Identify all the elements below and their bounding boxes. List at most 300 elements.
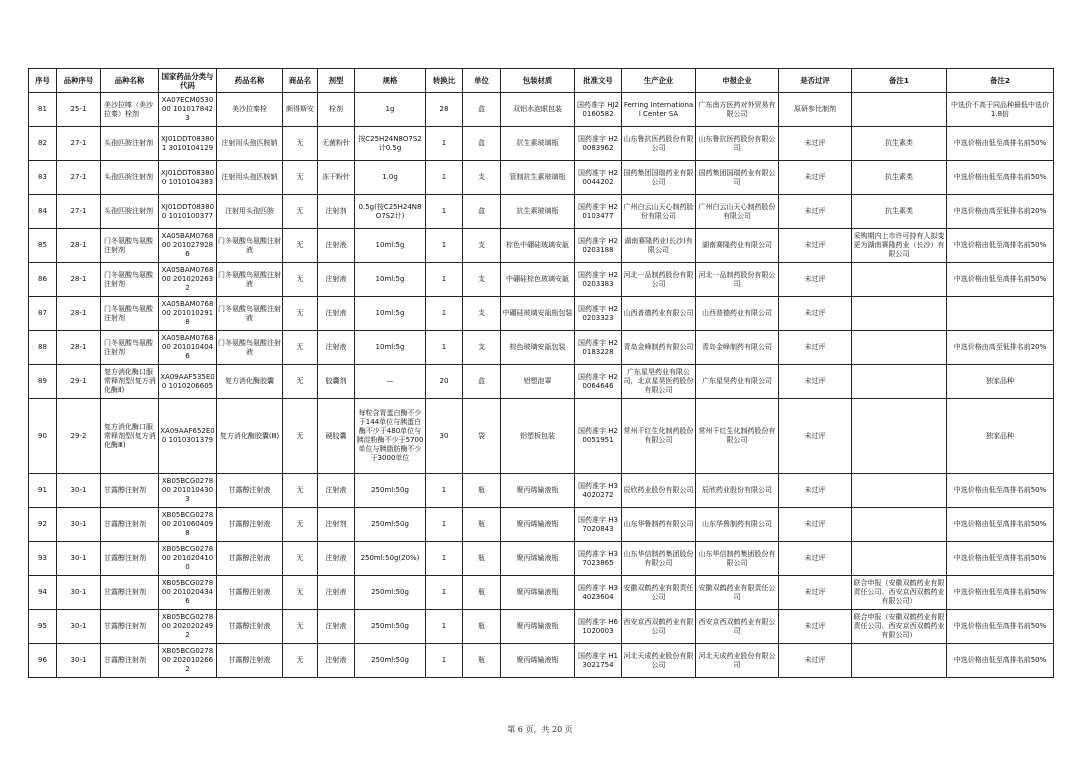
drug-list-table bbox=[28, 68, 1054, 678]
table-cell: 西安京西双鹤药业有限公司 bbox=[696, 610, 779, 644]
column-header: 包装材质 bbox=[501, 69, 575, 93]
table-cell: 头孢匹胺注射剂 bbox=[101, 195, 159, 229]
table-cell: 门冬氨酸鸟氨酸注射剂 bbox=[101, 229, 159, 263]
table-cell: XJ01DDT083801 3010104129 bbox=[159, 127, 217, 161]
table-row bbox=[29, 508, 1054, 542]
table-cell: 250ml:50g bbox=[355, 644, 426, 678]
table-cell: 28-1 bbox=[57, 229, 101, 263]
table-cell bbox=[852, 508, 947, 542]
table-cell: 甘露醇注射液 bbox=[217, 644, 283, 678]
table-cell: 中选价格由低至高排名前50% bbox=[947, 474, 1054, 508]
table-cell: 29-1 bbox=[57, 365, 101, 399]
table-cell: 无 bbox=[283, 297, 318, 331]
table-cell: 门冬氨酸鸟氨酸注射液 bbox=[217, 229, 283, 263]
column-header: 商品名 bbox=[283, 69, 318, 93]
table-cell: 无 bbox=[283, 508, 318, 542]
table-cell: 30-1 bbox=[57, 474, 101, 508]
table-cell: 瓶 bbox=[463, 474, 501, 508]
table-cell: 甘露醇注射液 bbox=[217, 474, 283, 508]
table-cell: — bbox=[355, 365, 426, 399]
table-cell: 铝塑板包装 bbox=[501, 399, 575, 474]
table-cell: 注射液 bbox=[318, 542, 355, 576]
table-cell: 山东华信制药集团股份有限公司 bbox=[696, 542, 779, 576]
table-cell: 国药准字 H20064646 bbox=[575, 365, 622, 399]
table-cell: 无 bbox=[283, 195, 318, 229]
table-cell: 29-2 bbox=[57, 399, 101, 474]
table-cell: 无 bbox=[283, 331, 318, 365]
table-row bbox=[29, 161, 1054, 195]
table-cell: 1 bbox=[426, 297, 463, 331]
table-cell: 注射液 bbox=[318, 474, 355, 508]
table-cell: 0.5g(按C25H24N8O7S2计) bbox=[355, 195, 426, 229]
column-header: 序号 bbox=[29, 69, 57, 93]
table-cell: 国药准字 H61020003 bbox=[575, 610, 622, 644]
table-row bbox=[29, 93, 1054, 127]
table-cell: 聚丙烯输液瓶 bbox=[501, 576, 575, 610]
table-row bbox=[29, 229, 1054, 263]
table-cell: 颇得斯安 bbox=[283, 93, 318, 127]
table-cell: 未过评 bbox=[779, 161, 852, 195]
table-cell: 28-1 bbox=[57, 263, 101, 297]
table-cell: 复方消化酶胶囊 bbox=[217, 365, 283, 399]
table-cell: 中选价格由低至高排名前50% bbox=[947, 127, 1054, 161]
table-cell: XB05BCG027800 2010204100 bbox=[159, 542, 217, 576]
table-cell: 采购期内上市许可持有人拟变更为湖南赛隆药业（长沙）有限公司 bbox=[852, 229, 947, 263]
table-cell: 未过评 bbox=[779, 508, 852, 542]
table-cell: 未过评 bbox=[779, 263, 852, 297]
table-cell: 中选价不高于同品种最低中选价1.8倍 bbox=[947, 93, 1054, 127]
table-cell: 河北天成药业股份有限公司 bbox=[622, 644, 696, 678]
table-cell: 河北一品制药股份有限公司 bbox=[622, 263, 696, 297]
table-cell: XB05BCG027800 2010604098 bbox=[159, 508, 217, 542]
table-cell: 每粒含胃蛋白酶不少于144单位与胰蛋白酶不少于480单位与胰淀粉酶不少于5700单位与胰脂肪酶不少于3000单位 bbox=[355, 399, 426, 474]
table-cell: 未过评 bbox=[779, 127, 852, 161]
table-cell: 复方消化酶口服常释剂型(复方消化酶Ⅲ) bbox=[101, 399, 159, 474]
table-cell: 国药准字 H20103477 bbox=[575, 195, 622, 229]
table-cell: 山东华鲁制药有限公司 bbox=[622, 508, 696, 542]
table-cell: 广东星昊药业有限公司 bbox=[696, 365, 779, 399]
table-cell: 头孢匹胺注射剂 bbox=[101, 161, 159, 195]
table-cell: XA07ECM053000 1010178423 bbox=[159, 93, 217, 127]
column-header: 国家药品分类与代码 bbox=[159, 69, 217, 93]
table-cell: 甘露醇注射剂 bbox=[101, 576, 159, 610]
table-cell: 95 bbox=[29, 610, 57, 644]
table-cell: 国药准字 H37020843 bbox=[575, 508, 622, 542]
table-cell: 山东鲁抗医药股份有限公司 bbox=[696, 127, 779, 161]
table-cell: 胶囊剂 bbox=[318, 365, 355, 399]
table-cell: 91 bbox=[29, 474, 57, 508]
table-cell: 门冬氨酸鸟氨酸注射液 bbox=[217, 263, 283, 297]
table-cell: 山西普德药业有限公司 bbox=[696, 297, 779, 331]
table-cell: 甘露醇注射液 bbox=[217, 610, 283, 644]
table-cell: 中选价格由低至高排名前50% bbox=[947, 161, 1054, 195]
table-row bbox=[29, 542, 1054, 576]
table-cell bbox=[852, 542, 947, 576]
table-cell: 瓶 bbox=[463, 644, 501, 678]
table-cell: 抗生素玻璃瓶 bbox=[501, 127, 575, 161]
table-cell: 广州白云山天心制药股份有限公司 bbox=[622, 195, 696, 229]
table-cell: 山东华信制药集团股份有限公司 bbox=[622, 542, 696, 576]
table-cell: 10ml:5g bbox=[355, 331, 426, 365]
table-cell: 无 bbox=[283, 542, 318, 576]
table-cell: 未过评 bbox=[779, 297, 852, 331]
table-cell: 铝塑泡罩 bbox=[501, 365, 575, 399]
table-cell: 安徽双鹤药业有限责任公司 bbox=[622, 576, 696, 610]
table-cell: 广东星昊药业有限公司，北京星昊医药股份有限公司 bbox=[622, 365, 696, 399]
table-cell: 瓶 bbox=[463, 508, 501, 542]
table-cell: 注射液 bbox=[318, 331, 355, 365]
table-cell: 250ml:50g(20%) bbox=[355, 542, 426, 576]
table-cell: XA05BAM076800 2010102918 bbox=[159, 297, 217, 331]
table-cell bbox=[852, 399, 947, 474]
table-cell: 盒 bbox=[463, 365, 501, 399]
table-cell: XA09AAF535E00 1010206605 bbox=[159, 365, 217, 399]
table-cell: 辰欣药业股份有限公司 bbox=[696, 474, 779, 508]
table-cell bbox=[852, 263, 947, 297]
table-cell: 常州千红生化制药股份有限公司 bbox=[622, 399, 696, 474]
table-cell: 支 bbox=[463, 161, 501, 195]
table-cell: Ferring International Center SA bbox=[622, 93, 696, 127]
table-cell: 辰欣药业股份有限公司 bbox=[622, 474, 696, 508]
table-row bbox=[29, 644, 1054, 678]
table-row bbox=[29, 127, 1054, 161]
table-cell: 抗生素玻璃瓶 bbox=[501, 195, 575, 229]
table-row bbox=[29, 365, 1054, 399]
table-body bbox=[29, 93, 1054, 678]
table-cell: 抗生素类 bbox=[852, 161, 947, 195]
table-cell: 青岛金峰制药有限公司 bbox=[622, 331, 696, 365]
table-cell: 注射剂 bbox=[318, 508, 355, 542]
table-cell: XJ01DDT083800 1010100377 bbox=[159, 195, 217, 229]
table-cell: 82 bbox=[29, 127, 57, 161]
table-cell: 袋 bbox=[463, 399, 501, 474]
table-cell: 支 bbox=[463, 263, 501, 297]
table-cell: 未过评 bbox=[779, 576, 852, 610]
table-cell: 中选价格由低至高排名前50% bbox=[947, 508, 1054, 542]
table-cell: 94 bbox=[29, 576, 57, 610]
table-cell: 1 bbox=[426, 195, 463, 229]
table-cell: 山西普德药业有限公司 bbox=[622, 297, 696, 331]
table-cell: 92 bbox=[29, 508, 57, 542]
table-cell: 83 bbox=[29, 161, 57, 195]
table-cell: 国药准字 H34020272 bbox=[575, 474, 622, 508]
table-cell bbox=[852, 365, 947, 399]
table-cell: 国药准字 H13021754 bbox=[575, 644, 622, 678]
table-cell: 双铝水泡眼包装 bbox=[501, 93, 575, 127]
table-cell: 无 bbox=[283, 610, 318, 644]
table-cell: 30-1 bbox=[57, 508, 101, 542]
table-cell: 聚丙烯输液瓶 bbox=[501, 508, 575, 542]
table-cell: 支 bbox=[463, 331, 501, 365]
table-cell: 国药准字 HJ20160582 bbox=[575, 93, 622, 127]
table-cell: 国药准字 H20051951 bbox=[575, 399, 622, 474]
table-row bbox=[29, 195, 1054, 229]
table-cell: 注射用头孢匹胺 bbox=[217, 195, 283, 229]
table-cell: 原研参比制剂 bbox=[779, 93, 852, 127]
table-cell: 250ml:50g bbox=[355, 576, 426, 610]
table-cell: 88 bbox=[29, 331, 57, 365]
table-cell: 87 bbox=[29, 297, 57, 331]
table-cell: 28-1 bbox=[57, 331, 101, 365]
column-header: 药品名称 bbox=[217, 69, 283, 93]
column-header: 品种序号 bbox=[57, 69, 101, 93]
table-row bbox=[29, 576, 1054, 610]
column-header: 备注1 bbox=[852, 69, 947, 93]
table-cell: 未过评 bbox=[779, 365, 852, 399]
table-cell: 注射液 bbox=[318, 644, 355, 678]
column-header: 是否过评 bbox=[779, 69, 852, 93]
table-cell: 中选价格由低至高排名前50% bbox=[947, 576, 1054, 610]
column-header: 生产企业 bbox=[622, 69, 696, 93]
table-cell: 复方消化酶胶囊(Ⅲ) bbox=[217, 399, 283, 474]
table-cell: 250ml:50g bbox=[355, 474, 426, 508]
table-cell: 甘露醇注射剂 bbox=[101, 508, 159, 542]
table-cell: 盒 bbox=[463, 127, 501, 161]
table-cell: 美沙拉秦栓 bbox=[217, 93, 283, 127]
table-cell: 国药准字 H20203188 bbox=[575, 229, 622, 263]
table-cell: 河北一品制药股份有限公司 bbox=[696, 263, 779, 297]
table-cell: 未过评 bbox=[779, 474, 852, 508]
table-row bbox=[29, 474, 1054, 508]
table-cell: 注射用头孢匹胺钠 bbox=[217, 127, 283, 161]
table-cell: 10ml:5g bbox=[355, 229, 426, 263]
table-cell: 瓶 bbox=[463, 542, 501, 576]
table-cell: 无菌粉针 bbox=[318, 127, 355, 161]
table-cell: 1 bbox=[426, 576, 463, 610]
table-cell: 门冬氨酸鸟氨酸注射剂 bbox=[101, 263, 159, 297]
table-cell: 注射液 bbox=[318, 229, 355, 263]
table-cell: 1 bbox=[426, 542, 463, 576]
table-cell: XA05BAM076800 2010104046 bbox=[159, 331, 217, 365]
table-cell: 未过评 bbox=[779, 610, 852, 644]
table-cell: 棕色玻璃安瓿包装 bbox=[501, 331, 575, 365]
table-cell: 独家品种 bbox=[947, 365, 1054, 399]
table-cell: 1 bbox=[426, 508, 463, 542]
table-cell: 30 bbox=[426, 399, 463, 474]
table-cell: 头孢匹胺注射剂 bbox=[101, 127, 159, 161]
table-cell: XJ01DDT083800 1010104383 bbox=[159, 161, 217, 195]
table-row bbox=[29, 297, 1054, 331]
table-cell: 甘露醇注射剂 bbox=[101, 610, 159, 644]
table-cell: 81 bbox=[29, 93, 57, 127]
table-cell bbox=[852, 331, 947, 365]
table-cell: 无 bbox=[283, 365, 318, 399]
table-cell: 10ml:5g bbox=[355, 297, 426, 331]
table-cell: 25-1 bbox=[57, 93, 101, 127]
page-footer: 第 6 页，共 20 页 bbox=[507, 725, 573, 734]
table-cell: 无 bbox=[283, 161, 318, 195]
table-cell: 安徽双鹤药业有限责任公司 bbox=[696, 576, 779, 610]
table-cell: 未过评 bbox=[779, 399, 852, 474]
table-cell: 96 bbox=[29, 644, 57, 678]
table-cell: 中选价格由低至高排名前50% bbox=[947, 263, 1054, 297]
column-header: 转换比 bbox=[426, 69, 463, 93]
table-cell: 30-1 bbox=[57, 644, 101, 678]
table-cell: 注射剂 bbox=[318, 195, 355, 229]
table-cell: 湖南赛隆药业有限公司 bbox=[696, 229, 779, 263]
table-cell: 85 bbox=[29, 229, 57, 263]
table-cell: 瓶 bbox=[463, 576, 501, 610]
table-cell: 山东鲁抗医药股份有限公司 bbox=[622, 127, 696, 161]
table-cell: 未过评 bbox=[779, 542, 852, 576]
table-cell: 中选价格由高至低排名前20% bbox=[947, 195, 1054, 229]
column-header: 剂型 bbox=[318, 69, 355, 93]
table-row bbox=[29, 331, 1054, 365]
column-header: 单位 bbox=[463, 69, 501, 93]
table-cell: 联合申报（安徽双鹤药业有限责任公司、西安京西双鹤药业有限公司） bbox=[852, 610, 947, 644]
table-cell: 30-1 bbox=[57, 542, 101, 576]
table-cell: 门冬氨酸鸟氨酸注射剂 bbox=[101, 331, 159, 365]
table-cell: XB05BCG027800 2010104303 bbox=[159, 474, 217, 508]
table-cell: 注射液 bbox=[318, 297, 355, 331]
table-cell: 棕色中硼硅玻璃安瓿 bbox=[501, 229, 575, 263]
table-cell: 30-1 bbox=[57, 610, 101, 644]
table-cell: 未过评 bbox=[779, 644, 852, 678]
table-cell: XA05BAM076800 2010202632 bbox=[159, 263, 217, 297]
table-cell: 甘露醇注射液 bbox=[217, 542, 283, 576]
column-header: 申报企业 bbox=[696, 69, 779, 93]
document-sheet bbox=[28, 68, 1053, 678]
table-cell: 盒 bbox=[463, 93, 501, 127]
table-cell: 1 bbox=[426, 127, 463, 161]
table-cell: 中选价格由低至高排名前50% bbox=[947, 542, 1054, 576]
table-cell: 管制抗生素玻璃瓶 bbox=[501, 161, 575, 195]
table-cell: 门冬氨酸鸟氨酸注射液 bbox=[217, 331, 283, 365]
table-cell: 中选价格由低至高排名前50% bbox=[947, 229, 1054, 263]
table-cell: 盒 bbox=[463, 195, 501, 229]
table-cell bbox=[852, 474, 947, 508]
table-cell: 瓶 bbox=[463, 610, 501, 644]
table-cell: 青岛金峰制药有限公司 bbox=[696, 331, 779, 365]
table-cell: 冻干粉针 bbox=[318, 161, 355, 195]
table-cell: 无 bbox=[283, 399, 318, 474]
table-cell: 89 bbox=[29, 365, 57, 399]
table-cell: 84 bbox=[29, 195, 57, 229]
table-cell: 聚丙烯输液瓶 bbox=[501, 542, 575, 576]
table-cell: 国药准字 H20203323 bbox=[575, 297, 622, 331]
table-cell: 栓剂 bbox=[318, 93, 355, 127]
table-row bbox=[29, 263, 1054, 297]
table-cell: 无 bbox=[283, 127, 318, 161]
table-cell: 抗生素类 bbox=[852, 127, 947, 161]
table-cell: 中选价格由低至高排名前50% bbox=[947, 610, 1054, 644]
column-header: 规格 bbox=[355, 69, 426, 93]
table-cell: 按C25H24N8O7S2计0.5g bbox=[355, 127, 426, 161]
table-cell: 1g bbox=[355, 93, 426, 127]
table-cell: 门冬氨酸鸟氨酸注射剂 bbox=[101, 297, 159, 331]
table-cell: 广东南方医药对外贸易有限公司 bbox=[696, 93, 779, 127]
table-cell: 250ml:50g bbox=[355, 610, 426, 644]
table-cell: 国药准字 H20203383 bbox=[575, 263, 622, 297]
table-cell: 27-1 bbox=[57, 195, 101, 229]
table-cell: XB05BCG027800 2010204346 bbox=[159, 576, 217, 610]
table-cell: XA05BAM076800 2010279286 bbox=[159, 229, 217, 263]
table-cell: 联合申报（安徽双鹤药业有限责任公司、西安京西双鹤药业有限公司） bbox=[852, 576, 947, 610]
column-header: 备注2 bbox=[947, 69, 1054, 93]
table-cell: 1 bbox=[426, 263, 463, 297]
column-header: 批准文号 bbox=[575, 69, 622, 93]
table-cell: 无 bbox=[283, 229, 318, 263]
table-cell: 山东华鲁制药有限公司 bbox=[696, 508, 779, 542]
table-cell: 常州千红生化制药股份有限公司 bbox=[696, 399, 779, 474]
table-row bbox=[29, 399, 1054, 474]
table-cell: 硬胶囊 bbox=[318, 399, 355, 474]
table-cell: 国药集团国瑞药业有限公司 bbox=[696, 161, 779, 195]
table-cell: 无 bbox=[283, 263, 318, 297]
table-cell: 未过评 bbox=[779, 229, 852, 263]
table-cell: 10ml:5g bbox=[355, 263, 426, 297]
table-cell: 河北天成药业股份有限公司 bbox=[696, 644, 779, 678]
table-cell: XB05BCG027800 2020102662 bbox=[159, 644, 217, 678]
table-cell: 注射液 bbox=[318, 610, 355, 644]
table-cell bbox=[852, 644, 947, 678]
table-cell: 甘露醇注射液 bbox=[217, 508, 283, 542]
table-cell: XA09AAF652E00 1010301379 bbox=[159, 399, 217, 474]
table-cell: 复方消化酶口服常释剂型(复方消化酶Ⅱ) bbox=[101, 365, 159, 399]
table-cell: 国药集团国瑞药业有限公司 bbox=[622, 161, 696, 195]
table-cell: 中硼硅棕色玻璃安瓿 bbox=[501, 263, 575, 297]
table-cell: 250ml:50g bbox=[355, 508, 426, 542]
table-cell: 国药准字 H20083962 bbox=[575, 127, 622, 161]
table-cell: 27-1 bbox=[57, 127, 101, 161]
table-cell: 93 bbox=[29, 542, 57, 576]
table-cell: 注射液 bbox=[318, 263, 355, 297]
column-header: 品种名称 bbox=[101, 69, 159, 93]
table-cell: 国药准字 H20183228 bbox=[575, 331, 622, 365]
table-cell: 注射液 bbox=[318, 576, 355, 610]
table-cell: 支 bbox=[463, 229, 501, 263]
table-cell: 28-1 bbox=[57, 297, 101, 331]
table-cell: 甘露醇注射剂 bbox=[101, 644, 159, 678]
table-header-row bbox=[29, 69, 1054, 93]
table-cell: 未过评 bbox=[779, 195, 852, 229]
table-cell: 国药准字 H34023604 bbox=[575, 576, 622, 610]
table-cell: 支 bbox=[463, 297, 501, 331]
table-cell bbox=[852, 297, 947, 331]
table-cell: 无 bbox=[283, 576, 318, 610]
table-cell: 注射用头孢匹胺钠 bbox=[217, 161, 283, 195]
table-cell: 86 bbox=[29, 263, 57, 297]
table-cell: 1 bbox=[426, 610, 463, 644]
table-cell: 中硼硅玻璃安瓿瓶包装 bbox=[501, 297, 575, 331]
table-cell: 甘露醇注射液 bbox=[217, 576, 283, 610]
table-cell: 1 bbox=[426, 161, 463, 195]
table-cell: 1 bbox=[426, 644, 463, 678]
table-cell: 国药准字 H20044202 bbox=[575, 161, 622, 195]
table-cell: 无 bbox=[283, 644, 318, 678]
table-cell: 无 bbox=[283, 474, 318, 508]
table-cell: 门冬氨酸鸟氨酸注射液 bbox=[217, 297, 283, 331]
table-cell: 20 bbox=[426, 365, 463, 399]
table-cell: 聚丙烯输液瓶 bbox=[501, 610, 575, 644]
table-cell: 1 bbox=[426, 474, 463, 508]
table-cell: 聚丙烯输液瓶 bbox=[501, 474, 575, 508]
table-cell: 27-1 bbox=[57, 161, 101, 195]
table-cell: 未过评 bbox=[779, 331, 852, 365]
table-cell: 28 bbox=[426, 93, 463, 127]
table-cell: 甘露醇注射剂 bbox=[101, 542, 159, 576]
table-cell: 30-1 bbox=[57, 576, 101, 610]
table-cell: 聚丙烯输液瓶 bbox=[501, 644, 575, 678]
table-cell: 国药准字 H37023865 bbox=[575, 542, 622, 576]
table-cell: 中选价格由低至高排名前50% bbox=[947, 644, 1054, 678]
table-cell: 美沙拉嗪（美沙拉秦）栓剂 bbox=[101, 93, 159, 127]
table-cell: 1 bbox=[426, 331, 463, 365]
table-cell: 中选价格由高至低排名前20% bbox=[947, 331, 1054, 365]
table-cell: 广州白云山天心制药股份有限公司 bbox=[696, 195, 779, 229]
table-cell bbox=[947, 297, 1054, 331]
table-cell: 甘露醇注射剂 bbox=[101, 474, 159, 508]
